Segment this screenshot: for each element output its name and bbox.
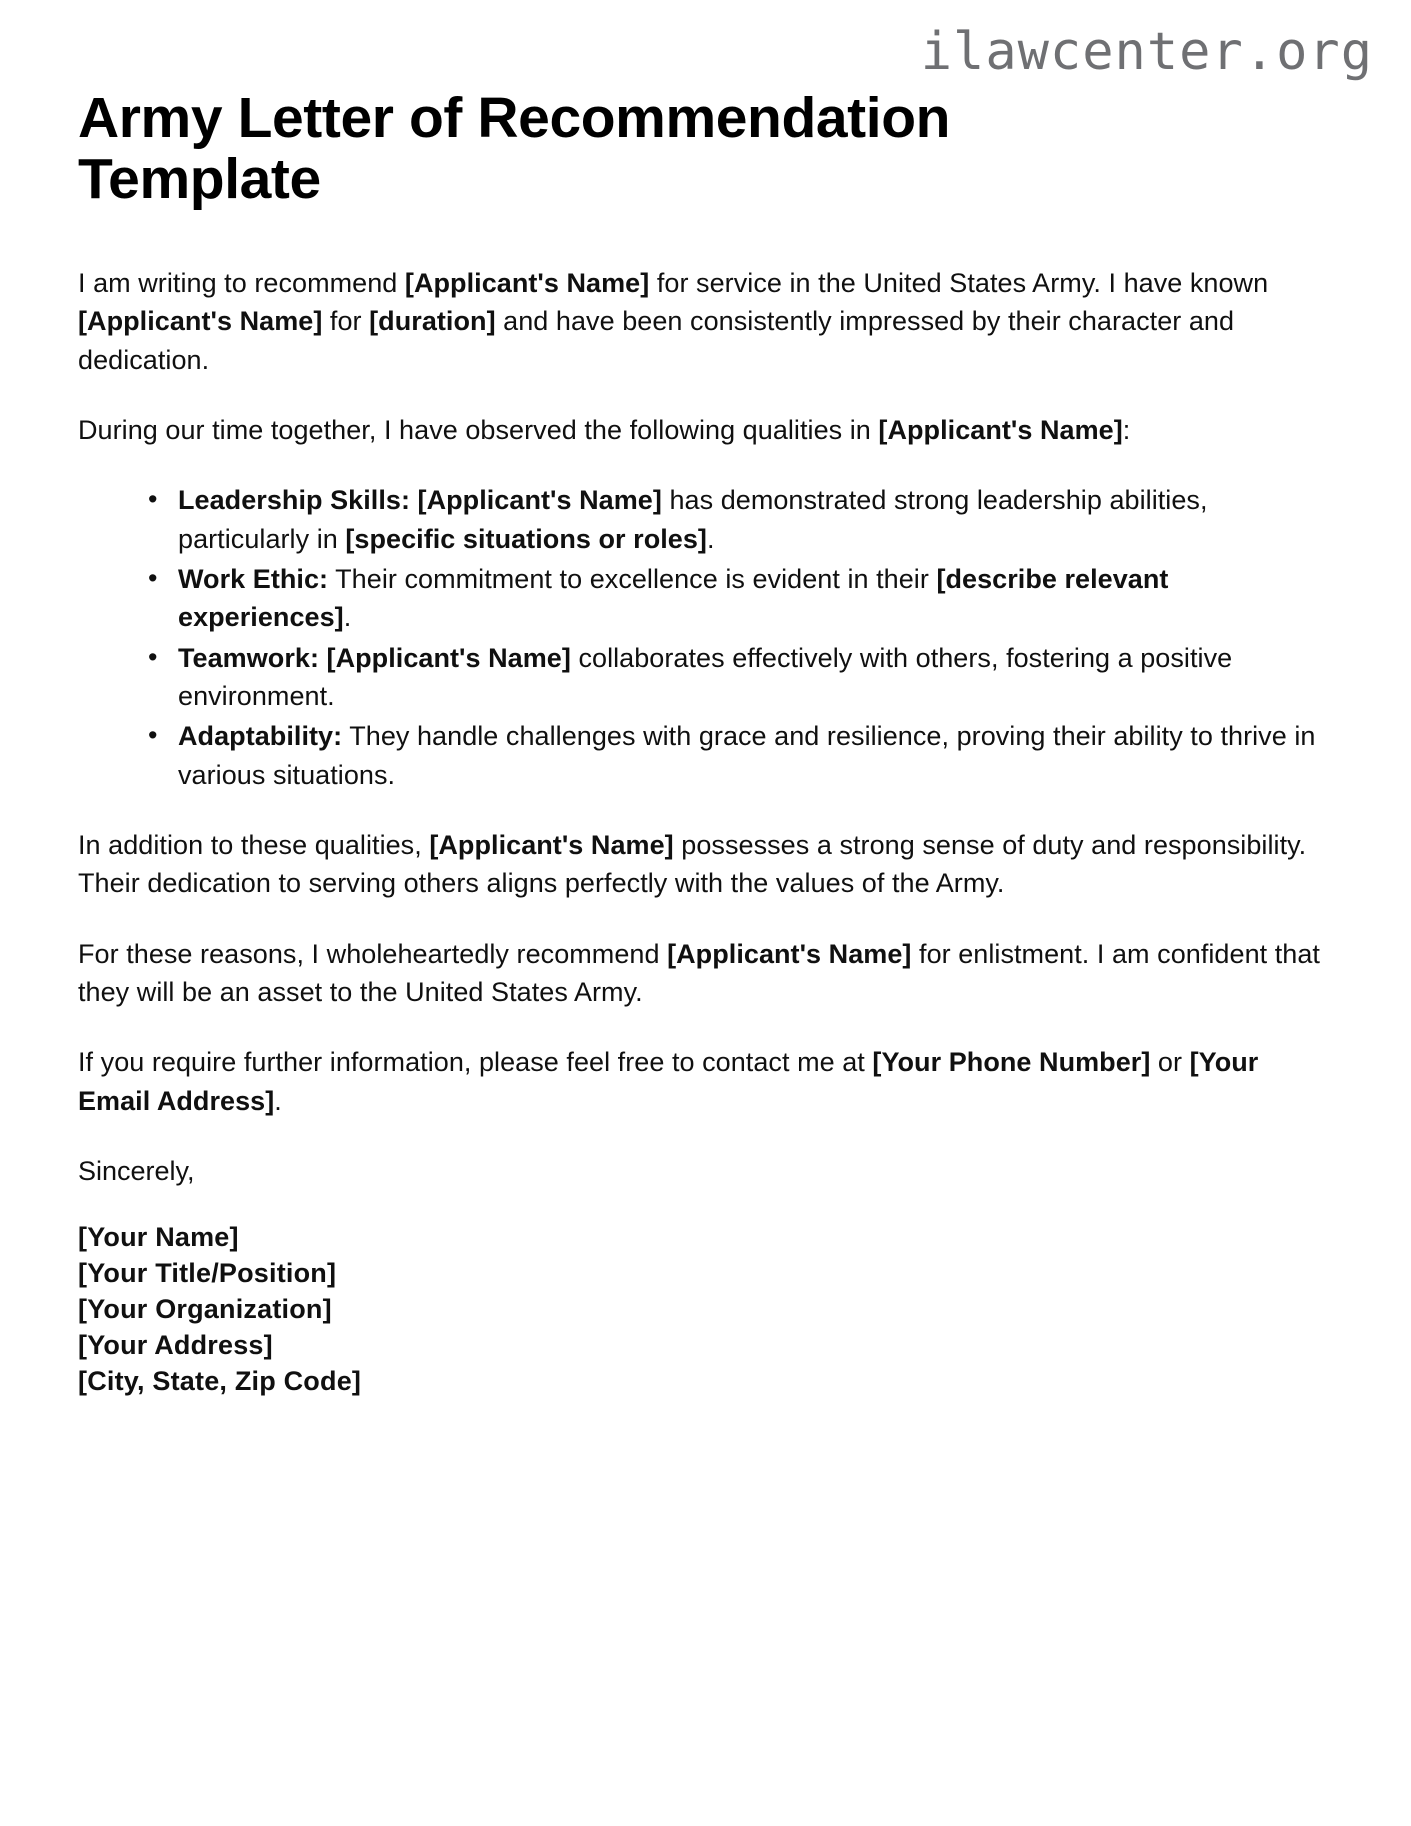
list-item	[144, 481, 1325, 558]
quality-label: Work Ethic:	[178, 563, 329, 594]
site-watermark: ilawcenter.org	[920, 22, 1373, 82]
placeholder-phone-number: [Your Phone Number]	[872, 1047, 1151, 1078]
paragraph-observed	[78, 411, 1323, 449]
signature-line-organization: [Your Organization]	[78, 1294, 332, 1325]
closing-salutation: Sincerely,	[78, 1155, 195, 1186]
contact-text-2: or	[1150, 1047, 1190, 1078]
quality-placeholder: [describe relevant experiences]	[178, 563, 1169, 633]
reasons-text-1: For these reasons, I wholeheartedly recommend	[78, 938, 668, 969]
quality-text: has demonstrated strong leadership abilities, particularly in	[178, 485, 1208, 554]
signature-line-title: [Your Title/Position]	[78, 1258, 337, 1289]
quality-text-end: .	[343, 602, 352, 633]
contact-text-1: If you require further information, please feel free to contact me at	[78, 1047, 873, 1078]
list-item	[144, 717, 1325, 794]
placeholder-applicant-name: [Applicant's Name]	[429, 829, 674, 860]
signature-line-name: [Your Name]	[78, 1222, 239, 1253]
intro-text-4: and have been consistently impressed by their character and dedication.	[78, 306, 1235, 375]
addition-text-2: possesses a strong sense of duty and responsibility. Their dedication to serving others aligns perfectly with the values of the Army.	[78, 829, 1307, 899]
placeholder-applicant-name: [Applicant's Name]	[404, 267, 650, 298]
placeholder-applicant-name: [Applicant's Name]	[78, 306, 323, 337]
paragraph-contact	[78, 1043, 1323, 1120]
signature-line-city-state-zip: [City, State, Zip Code]	[78, 1365, 362, 1396]
quality-label: Adaptability:	[178, 721, 343, 752]
signature-block	[78, 1220, 1325, 1400]
quality-label: Leadership Skills: [Applicant's Name]	[178, 485, 662, 516]
observed-text-2: :	[1122, 414, 1131, 445]
list-item	[144, 560, 1325, 637]
intro-text-1: I am writing to recommend	[78, 267, 405, 298]
quality-label: Teamwork: [Applicant's Name]	[178, 642, 571, 673]
quality-text: They handle challenges with grace and resilience, proving their ability to thrive in various situations.	[178, 721, 1316, 790]
page-title: Army Letter of Recommendation Template	[78, 86, 951, 211]
addition-text-1: In addition to these qualities,	[78, 829, 430, 860]
observed-text-1: During our time together, I have observed the following qualities in	[78, 414, 879, 445]
placeholder-duration: [duration]	[369, 306, 496, 337]
intro-text-3: for	[322, 306, 370, 337]
quality-text: Their commitment to excellence is evident in their	[328, 563, 937, 594]
quality-placeholder: [specific situations or roles]	[345, 523, 707, 554]
signature-line-address: [Your Address]	[78, 1329, 273, 1360]
quality-text-end: .	[706, 523, 715, 554]
placeholder-email-address: [Your Email Address]	[78, 1047, 1259, 1116]
reasons-text-2: for enlistment. I am confident that they will be an asset to the United States Army.	[78, 938, 1320, 1007]
paragraph-intro	[78, 264, 1323, 379]
placeholder-applicant-name: [Applicant's Name]	[667, 938, 912, 969]
paragraph-addition	[78, 826, 1323, 903]
placeholder-applicant-name: [Applicant's Name]	[878, 414, 1123, 445]
qualities-list	[78, 481, 1325, 794]
quality-text: collaborates effectively with others, fostering a positive environment.	[178, 642, 1233, 711]
contact-text-3: .	[274, 1085, 282, 1116]
list-item	[144, 639, 1325, 716]
intro-text-2: for service in the United States Army. I have known	[649, 267, 1269, 298]
paragraph-reasons	[78, 935, 1323, 1012]
